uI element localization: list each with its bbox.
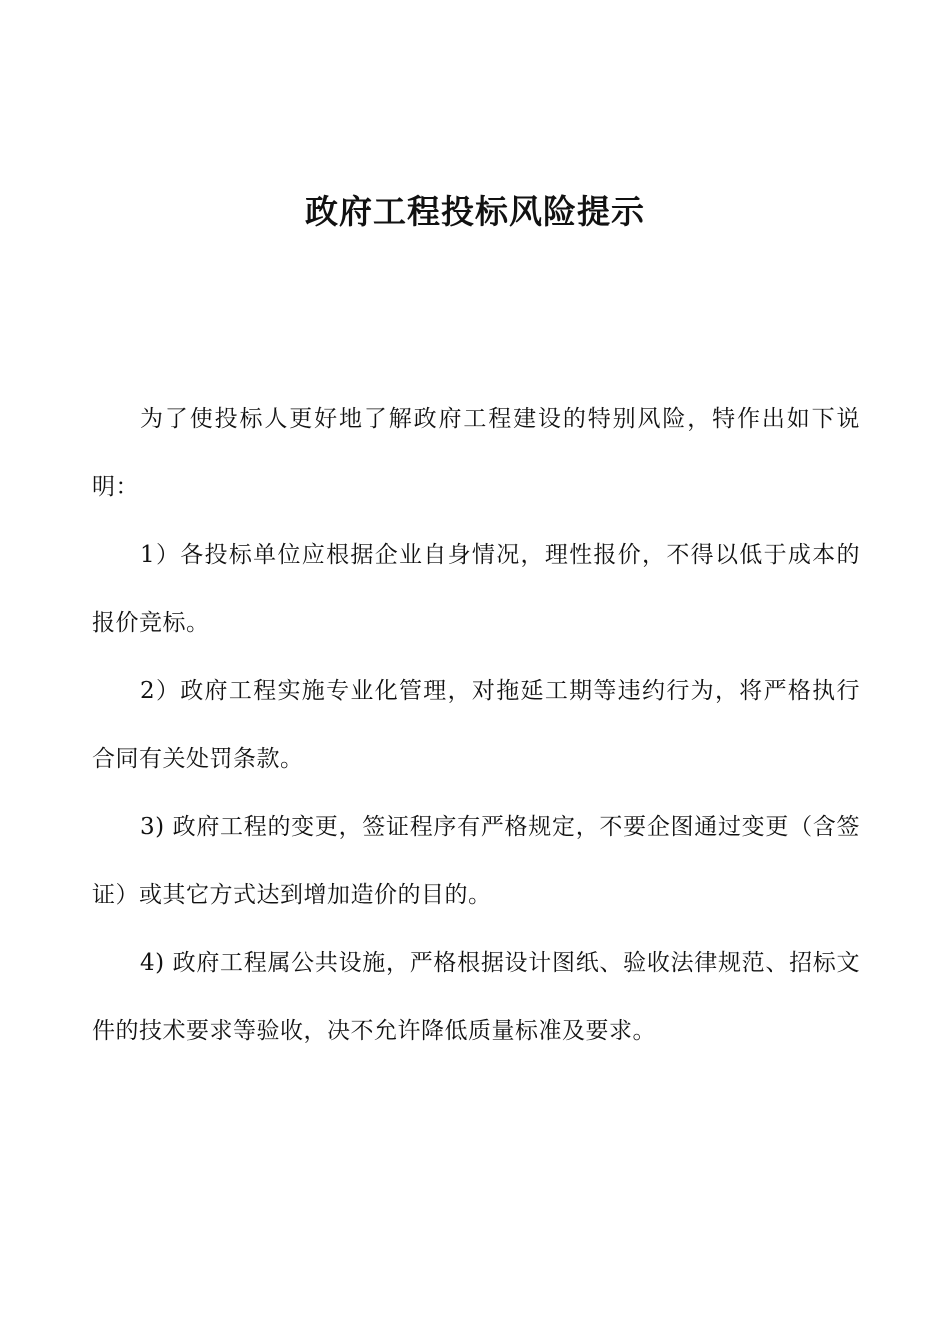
document-body [92, 385, 860, 1065]
document-title: 政府工程投标风险提示 [305, 192, 645, 231]
intro-paragraph: 为了使投标人更好地了解政府工程建设的特别风险，特作出如下说明： [92, 406, 860, 500]
clause-1-paragraph: 1）各投标单位应根据企业自身情况，理性报价，不得以低于成本的报价竞标。 [92, 542, 860, 636]
clause-4-paragraph: 4) 政府工程属公共设施，严格根据设计图纸、验收法律规范、招标文件的技术要求等验收，决不允许降低质量标准及要求。 [92, 950, 860, 1044]
clause-2-paragraph: 2）政府工程实施专业化管理，对拖延工期等违约行为，将严格执行合同有关处罚条款。 [92, 678, 860, 772]
clause-3-paragraph: 3) 政府工程的变更，签证程序有严格规定，不要企图通过变更（含签证）或其它方式达到增加造价的目的。 [92, 814, 860, 908]
